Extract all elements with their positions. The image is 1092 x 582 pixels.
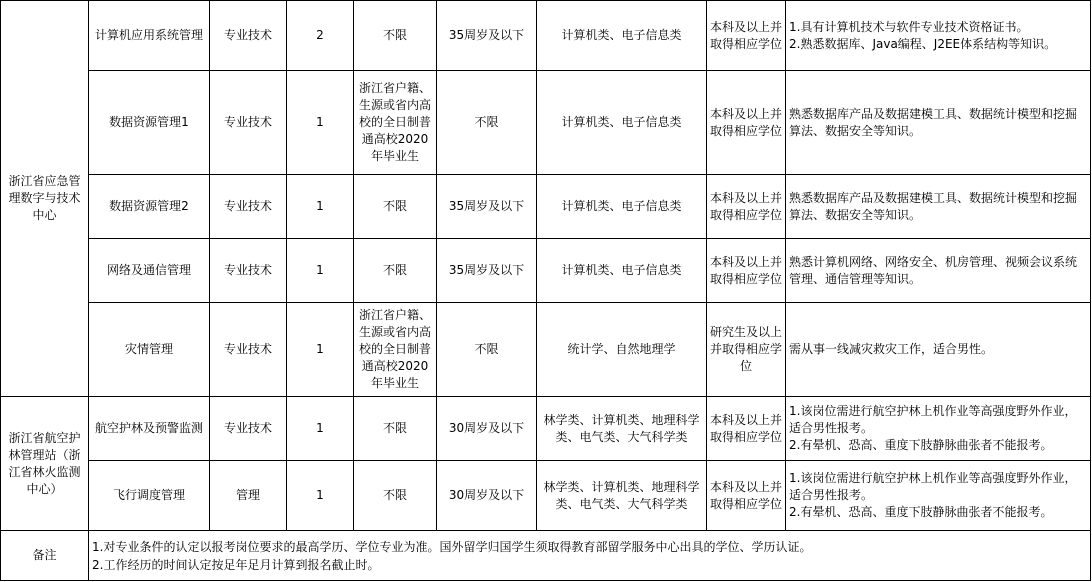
other-requirements-cell [786, 397, 1091, 461]
other-requirements-cell [786, 175, 1091, 239]
domicile-cell: 不限 [354, 239, 437, 303]
category-cell: 专业技术 [210, 1, 287, 71]
domicile-cell: 不限 [354, 397, 437, 461]
position-title-cell: 数据资源管理2 [89, 175, 210, 239]
age-cell: 35周岁及以下 [437, 1, 537, 71]
major-cell: 林学类、计算机类、地理科学类、电气类、大气科学类 [537, 461, 707, 531]
domicile-cell: 浙江省户籍、生源或省内高校的全日制普通高校2020年毕业生 [354, 71, 437, 175]
education-cell: 本科及以上并取得相应学位 [707, 397, 786, 461]
table-row [1, 1, 1091, 71]
remarks-row [1, 531, 1091, 581]
major-cell: 林学类、计算机类、地理科学类、电气类、大气科学类 [537, 397, 707, 461]
category-cell: 管理 [210, 461, 287, 531]
age-cell: 35周岁及以下 [437, 175, 537, 239]
major-cell: 计算机类、电子信息类 [537, 239, 707, 303]
count-cell: 1 [287, 239, 354, 303]
education-cell: 本科及以上并取得相应学位 [707, 71, 786, 175]
table-row [1, 239, 1091, 303]
unit-name-cell: 浙江省应急管理数字与技术中心 [1, 1, 89, 397]
remark-line: 1.对专业条件的认定以报考岗位要求的最高学历、学位专业为准。国外留学归国学生须取得教育部留学服务中心出具的学位、学历认证。 [92, 539, 812, 554]
position-title-cell: 航空护林及预警监测 [89, 397, 210, 461]
count-cell: 1 [287, 461, 354, 531]
table-row [1, 71, 1091, 175]
requirement-line: 2.有晕机、恐高、重度下肢静脉曲张者不能报考。 [789, 438, 1053, 452]
requirement-line: 需从事一线减灾救灾工作，适合男性。 [789, 342, 994, 356]
major-cell: 计算机类、电子信息类 [537, 71, 707, 175]
education-cell: 研究生及以上并取得相应学位 [707, 303, 786, 397]
category-cell: 专业技术 [210, 71, 287, 175]
table-row [1, 303, 1091, 397]
other-requirements-cell [786, 303, 1091, 397]
count-cell: 1 [287, 175, 354, 239]
education-cell: 本科及以上并取得相应学位 [707, 461, 786, 531]
category-cell: 专业技术 [210, 397, 287, 461]
count-cell: 1 [287, 71, 354, 175]
domicile-cell: 浙江省户籍、生源或省内高校的全日制普通高校2020年毕业生 [354, 303, 437, 397]
category-cell: 专业技术 [210, 239, 287, 303]
requirement-line: 1.该岗位需进行航空护林上机作业等高强度野外作业，适合男性报考。 [789, 471, 1077, 502]
other-requirements-cell [786, 1, 1091, 71]
position-title-cell: 网络及通信管理 [89, 239, 210, 303]
other-requirements-cell [786, 71, 1091, 175]
age-cell: 30周岁及以下 [437, 461, 537, 531]
requirement-line: 熟悉数据库产品及数据建模工具、数据统计模型和挖掘算法、数据安全等知识。 [789, 190, 1078, 222]
major-cell: 统计学、自然地理学 [537, 303, 707, 397]
position-title-cell: 计算机应用系统管理 [89, 1, 210, 71]
domicile-cell: 不限 [354, 1, 437, 71]
other-requirements-cell [786, 239, 1091, 303]
position-title-cell: 飞行调度管理 [89, 461, 210, 531]
major-cell: 计算机类、电子信息类 [537, 1, 707, 71]
table-row [1, 397, 1091, 461]
category-cell: 专业技术 [210, 303, 287, 397]
age-cell: 35周岁及以下 [437, 239, 537, 303]
requirement-line: 熟悉数据库产品及数据建模工具、数据统计模型和挖掘算法、数据安全等知识。 [789, 106, 1078, 138]
age-cell: 30周岁及以下 [437, 397, 537, 461]
requirement-line: 1.该岗位需进行航空护林上机作业等高强度野外作业，适合男性报考。 [789, 404, 1077, 435]
position-title-cell: 灾情管理 [89, 303, 210, 397]
major-cell: 计算机类、电子信息类 [537, 175, 707, 239]
requirement-line: 1.具有计算机技术与软件专业技术资格证书。 [789, 19, 1029, 34]
domicile-cell: 不限 [354, 461, 437, 531]
count-cell: 2 [287, 1, 354, 71]
education-cell: 本科及以上并取得相应学位 [707, 1, 786, 71]
remark-line: 2.工作经历的时间认定按足年足月计算到报名截止时。 [92, 557, 380, 572]
table-row [1, 461, 1091, 531]
requirement-line: 熟悉计算机网络、网络安全、机房管理、视频会议系统管理、通信管理等知识。 [789, 254, 1078, 286]
requirement-line: 2.有晕机、恐高、重度下肢静脉曲张者不能报考。 [789, 505, 1053, 519]
table-body [1, 1, 1091, 581]
category-cell: 专业技术 [210, 175, 287, 239]
table-row [1, 175, 1091, 239]
unit-name-cell: 浙江省航空护林管理站（浙江省林火监测中心） [1, 397, 89, 531]
education-cell: 本科及以上并取得相应学位 [707, 239, 786, 303]
education-cell: 本科及以上并取得相应学位 [707, 175, 786, 239]
requirement-line: 2.熟悉数据库、Java编程、J2EE体系结构等知识。 [789, 36, 1057, 51]
remarks-text [89, 531, 1091, 581]
other-requirements-cell [786, 461, 1091, 531]
count-cell: 1 [287, 303, 354, 397]
domicile-cell: 不限 [354, 175, 437, 239]
remarks-label: 备注 [1, 531, 89, 581]
count-cell: 1 [287, 397, 354, 461]
position-title-cell: 数据资源管理1 [89, 71, 210, 175]
age-cell: 不限 [437, 303, 537, 397]
age-cell: 不限 [437, 71, 537, 175]
